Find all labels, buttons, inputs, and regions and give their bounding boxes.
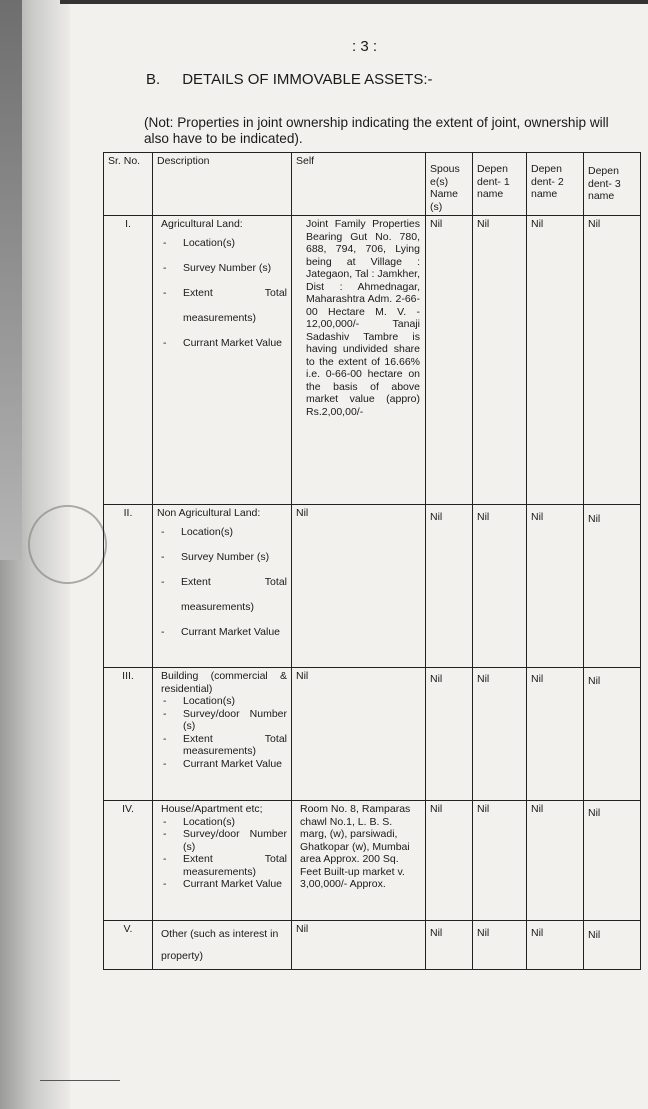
self-value: Nil	[292, 668, 426, 801]
table-header-row	[104, 153, 641, 216]
dependent-3-value: Nil	[584, 505, 641, 668]
description-item: - Extent Total measurements)	[161, 853, 287, 878]
dependent-3-value: Nil	[584, 921, 641, 970]
scan-spine-dark	[0, 0, 22, 560]
dependent-2-value: Nil	[527, 505, 584, 668]
self-value: Joint Family Properties Bearing Gut No. 780, 688, 794, 706, Lying being at Village : Jategaon, Tal : Jamkher, Dist : Ahmednagar, Maharashtra Adm. 2-66-00 Hectare M. V. - 12,00,000/- Tanaji Sadashiv Tambre is having undivided share to the extent of 16.66% i.e. 0-66-00 hectare on the basis of above market value (appro) Rs.2,00,00/-	[292, 216, 426, 505]
dependent-1-value: Nil	[473, 216, 527, 505]
dependent-2-value: Nil	[527, 668, 584, 801]
description-item: - Location(s)	[161, 816, 287, 829]
description-item: - Currant Market Value	[161, 878, 287, 891]
header-sr-no: Sr. No.	[104, 153, 153, 216]
dependent-1-value: Nil	[473, 801, 527, 921]
self-value: Room No. 8, Ramparas chawl No.1, L. B. S. marg, (w), parsiwadi, Ghatkopar (w), Mumbai area Approx. 200 Sq. Feet Built-up market v. 3,00,000/- Approx.	[292, 801, 426, 921]
self-value: Nil	[292, 921, 426, 970]
table-row	[104, 668, 641, 801]
description-item: - Location(s)	[161, 695, 287, 708]
header-dependent-2: Depen dent- 2 name	[527, 153, 584, 216]
dependent-1-value: Nil	[473, 921, 527, 970]
description-item: - Extent Total measurements)	[161, 281, 287, 331]
spouse-value: Nil	[426, 505, 473, 668]
dependent-3-value: Nil	[584, 668, 641, 801]
description: Other (such as interest in property)	[153, 921, 292, 970]
header-description: Description	[153, 153, 292, 216]
description-item: - Currant Market Value	[161, 758, 287, 771]
sr-no: II.	[104, 505, 153, 668]
description-item: - Survey/door Number (s)	[161, 828, 287, 853]
description-item: - Survey Number (s)	[159, 545, 287, 570]
spouse-value: Nil	[426, 801, 473, 921]
table-row	[104, 216, 641, 505]
header-dependent-3: Depen dent- 3 name	[584, 153, 641, 216]
dependent-2-value: Nil	[527, 921, 584, 970]
description-item: - Location(s)	[159, 520, 287, 545]
description-title: Agricultural Land:	[161, 218, 243, 230]
sr-no: IV.	[104, 801, 153, 921]
spouse-value: Nil	[426, 668, 473, 801]
section-heading	[146, 71, 455, 88]
description	[153, 668, 292, 801]
header-spouse: Spous e(s) Name (s)	[426, 153, 473, 216]
description-title: Non Agricultural Land:	[157, 507, 261, 519]
sr-no: I.	[104, 216, 153, 505]
description-item: - Currant Market Value	[161, 331, 287, 356]
ownership-note: (Not: Properties in joint ownership indicating the extent of joint, ownership will also have to be indicated).	[144, 115, 609, 146]
description	[153, 216, 292, 505]
dependent-2-value: Nil	[527, 801, 584, 921]
section-title: DETAILS OF IMMOVABLE ASSETS:-	[182, 71, 433, 88]
header-self: Self	[292, 153, 426, 216]
self-value: Nil	[292, 505, 426, 668]
dependent-2-value: Nil	[527, 216, 584, 505]
scan-top-edge	[60, 0, 648, 4]
dependent-1-value: Nil	[473, 505, 527, 668]
description	[153, 801, 292, 921]
description-item: - Survey Number (s)	[161, 256, 287, 281]
sr-no: III.	[104, 668, 153, 801]
section-letter: B.	[146, 71, 161, 88]
description-item: - Survey/door Number (s)	[161, 708, 287, 733]
footer-rule	[40, 1080, 120, 1081]
table-row	[104, 505, 641, 668]
description-item: - Extent Total measurements)	[159, 570, 287, 620]
description-item: - Extent Total measurements)	[161, 733, 287, 758]
description	[153, 505, 292, 668]
spouse-value: Nil	[426, 921, 473, 970]
description-item: - Currant Market Value	[159, 620, 287, 645]
sr-no: V.	[104, 921, 153, 970]
page-number: : 3 :	[352, 38, 378, 55]
dependent-1-value: Nil	[473, 668, 527, 801]
description-title: House/Apartment etc;	[161, 803, 263, 815]
spouse-value: Nil	[426, 216, 473, 505]
table-row	[104, 801, 641, 921]
dependent-3-value: Nil	[584, 216, 641, 505]
header-dependent-1: Depen dent- 1 name	[473, 153, 527, 216]
description-item: - Location(s)	[161, 231, 287, 256]
table-row	[104, 921, 641, 970]
dependent-3-value: Nil	[584, 801, 641, 921]
immovable-assets-table	[103, 152, 641, 970]
description-title: Building (commercial & residential)	[161, 670, 287, 695]
